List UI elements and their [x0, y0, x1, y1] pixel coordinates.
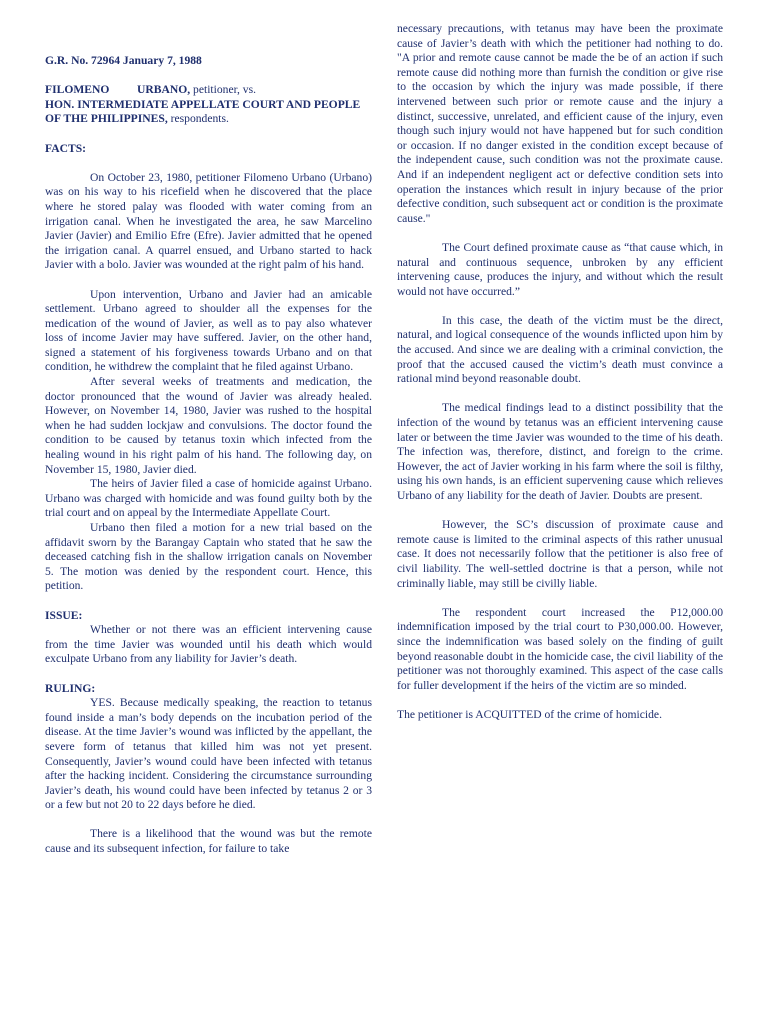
facts-heading: FACTS:	[45, 141, 87, 155]
respondents-names: HON. INTERMEDIATE APPELLATE COURT AND PEOPLE OF THE PHILIPPINES,	[45, 97, 361, 126]
issue-paragraph: Whether or not there was an efficient intervening cause from the time Javier was wounded until his death which would exculpate Urbano from any liability for Javier’s death.	[45, 623, 372, 666]
right-column	[397, 22, 723, 723]
caption-petitioner	[45, 83, 372, 98]
ruling-paragraph-7: The respondent court increased the P12,000.00 indemnification imposed by the trial court to P30,000.00. However, since the indemnification was based solely on the finding of guilt beyond reasonable doubt in the homicide case, the civil liability of the petitioner was not thoroughly examined. This aspect of the case calls for fuller development if the heirs of the victim are so minded.	[397, 605, 723, 692]
facts-paragraph-4: The heirs of Javier filed a case of homicide against Urbano. Urbano was charged with homicide and was found guilty both by the trial court and on appeal by the Intermediate Appellate Court.	[45, 477, 372, 520]
caption-respondents	[45, 98, 372, 127]
ruling-paragraph-2-continued: necessary precautions, with tetanus may have been the proximate cause of Javier’s death with which the petitioner had nothing to do. "A prior and remote cause cannot be made the be of an action if such remote cause did nothing more than furnish the condition or give rise to the occasion by which the injury was made possible, if there intervened between such prior or remote cause and the injury a distinct, successive, unrelated, and efficient cause of the injury, even though such injury would not have happened but for such condition or occasion. If no danger existed in the condition except because of the independent cause, such condition was not the proximate cause. And if an independent negligent act or defective condition sets into operation the instances which result in injury because of the prior defective condition, such subsequent act or condition is the proximate cause."	[397, 22, 723, 225]
left-column	[45, 54, 372, 857]
facts-paragraph-3: After several weeks of treatments and medication, the doctor pronounced that the wound of Javier was already healed. However, on November 14, 1980, Javier was rushed to the hospital when he had sudden lockjaw and convulsions. The doctor found the condition to be caused by tetanus toxin which infected from the healing wound in his right palm of his hand. The following day, on November 15, 1980, Javier died.	[45, 375, 372, 476]
ruling-conclusion: The petitioner is ACQUITTED of the crime of homicide.	[397, 707, 662, 721]
ruling-paragraph-3: The Court defined proximate cause as “that cause which, in natural and continuous sequence, unbroken by any efficient intervening cause, produces the injury, and without which the result would not have occurred.”	[397, 240, 723, 298]
issue-heading: ISSUE:	[45, 608, 83, 622]
facts-paragraph-1: On October 23, 1980, petitioner Filomeno Urbano (Urbano) was on his way to his ricefield when he discovered that the place where he stored palay was flooded with water coming from an irrigation canal. When he investigated the area, he saw Marcelino Javier (Javier) and Emilio Efre (Efre). Javier admitted that he opened the irrigation canal. A quarrel ensued, and Urbano started to hack Javier with a bolo. Javier was wounded at the right palm of his hand.	[45, 170, 372, 272]
ruling-paragraph-4: In this case, the death of the victim must be the direct, natural, and logical consequence of the wounds inflicted upon him by the accused. And since we are dealing with a criminal conviction, the proof that the accused caused the victim’s death must convince a rational mind beyond reasonable doubt.	[397, 313, 723, 386]
facts-paragraph-2: Upon intervention, Urbano and Javier had an amicable settlement. Urbano agreed to shoulder all the expenses for the medication of the wound of Javier, as well as to pay also whatever loss of income Javier may have suffered. Javier, on the other hand, signed a statement of his forgiveness towards Urbano and on that condition, he withdrew the complaint that he filed against Urbano.	[45, 287, 372, 374]
ruling-paragraph-5: The medical findings lead to a distinct possibility that the infection of the wound by tetanus was an efficient intervening cause later or between the time Javier was wounded to the time of his death. The infection was, therefore, distinct, and foreign to the crime. However, the act of Javier working in his farm where the soil is filthy, using his own hands, is an efficient supervening cause which relieves Urbano of any liability for the death of Javier. Doubts are present.	[397, 401, 723, 502]
petitioner-last-name: URBANO,	[137, 83, 191, 97]
petitioner-first-name: FILOMENO	[45, 83, 110, 97]
ruling-paragraph-6: However, the SC’s discussion of proximate cause and remote cause is limited to the criminal aspects of this rather unusual case. It does not necessarily follow that the petitioner is also free of civil liability. The well-settled doctrine is that a person, while not criminally liable, may still be civilly liable.	[397, 518, 723, 590]
petitioner-role: petitioner, vs.	[190, 83, 257, 97]
ruling-paragraph-1: YES. Because medically speaking, the reaction to tetanus found inside a man’s body depends on the incubation period of the disease. At the time Javier’s wound was inflicted by the appellant, the severe form of tetanus that killed him was not yet present. Consequently, Javier’s wound could have been infected with tetanus after the hacking incident. Considering the circumstance surrounding Javier’s death, his wound could have been infected by tetanus 2 or 3 or a few but not 20 to 22 days before he died.	[45, 696, 372, 812]
respondents-role: respondents.	[167, 112, 229, 126]
facts-paragraph-5: Urbano then filed a motion for a new trial based on the affidavit sworn by the Barangay Captain who stated that he saw the deceased catching fish in the shallow irrigation canals on November 5. The motion was denied by the respondent court. Hence, this petition.	[45, 521, 372, 593]
ruling-paragraph-2-start: There is a likelihood that the wound was but the remote cause and its subsequent infection, for failure to take	[45, 827, 372, 856]
case-number: G.R. No. 72964 January 7, 1988	[45, 54, 202, 67]
ruling-heading: RULING:	[45, 681, 96, 695]
